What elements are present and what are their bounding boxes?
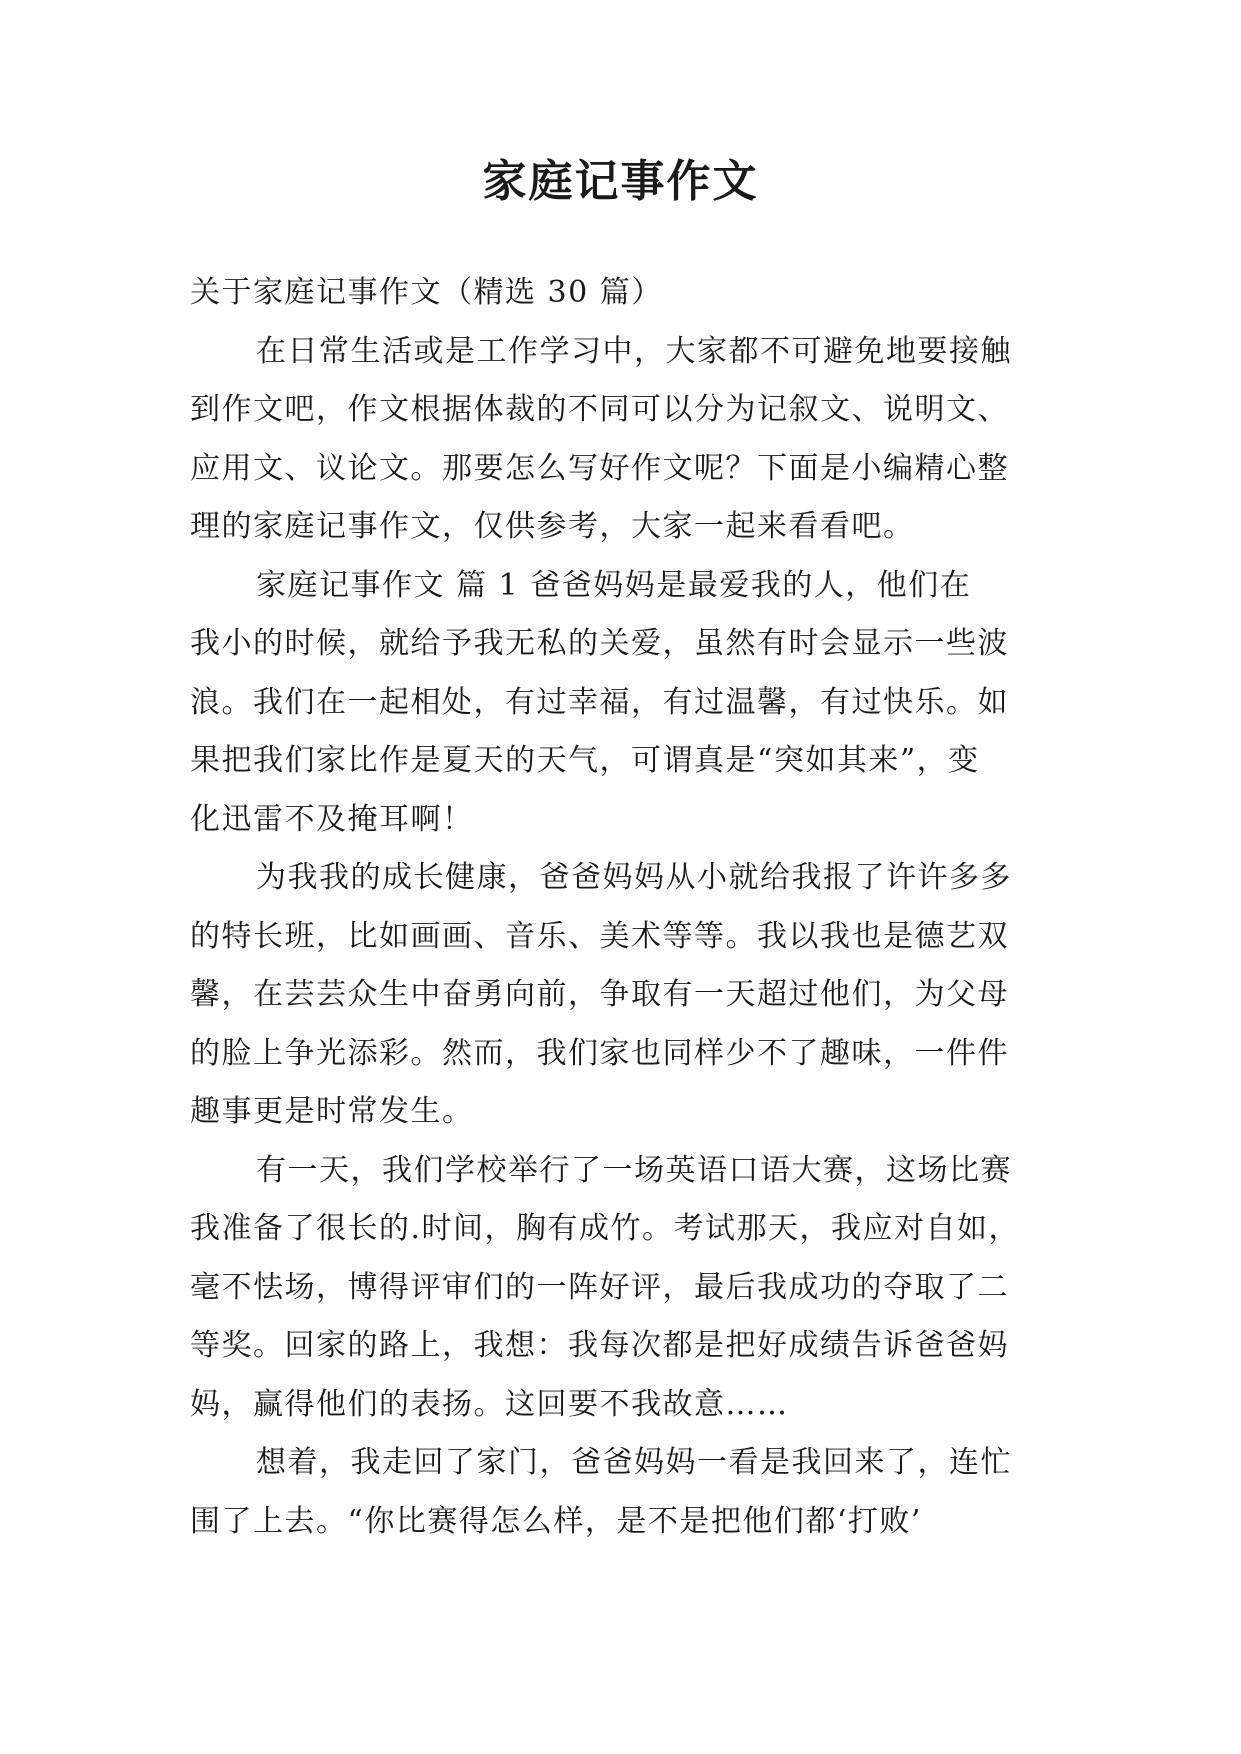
text-line: 妈，赢得他们的表扬。这回要不我故意…… xyxy=(190,1386,789,1422)
text-line: 趣事更是时常发生。 xyxy=(190,1094,474,1129)
text-line: 围了上去。“你比赛得怎么样，是不是把他们都‘打败’ xyxy=(190,1503,922,1539)
document-title: 家庭记事作文 xyxy=(482,156,759,207)
text-line: 到作文吧，作文根据体裁的不同可以分为记叙文、说明文、 xyxy=(190,392,1009,427)
text-line: 馨，在芸芸众生中奋勇向前，争取有一天超过他们，为父母 xyxy=(190,977,1009,1012)
text-line: 家庭记事作文 篇 1 爸爸妈妈是最爱我的人，他们在 xyxy=(256,567,972,603)
document-body xyxy=(190,264,1050,1551)
text-line: 理的家庭记事作文，仅供参考，大家一起来看看吧。 xyxy=(190,509,915,544)
text-line: 的特长班，比如画画、音乐、美术等等。我以我也是德艺双 xyxy=(190,918,1009,954)
text-line: 我准备了很长的.时间，胸有成竹。考试那天，我应对自如， xyxy=(190,1211,1021,1246)
text-line: 关于家庭记事作文（精选 30 篇） xyxy=(190,275,663,310)
text-line: 有一天，我们学校举行了一场英语口语大赛，这场比赛 xyxy=(256,1152,1012,1188)
text-line: 在日常生活或是工作学习中，大家都不可避免地要接触 xyxy=(256,333,1012,369)
text-line: 毫不怯场，博得评审们的一阵好评，最后我成功的夺取了二 xyxy=(190,1269,1009,1305)
text-line: 等奖。回家的路上，我想：我每次都是把好成绩告诉爸爸妈 xyxy=(190,1328,1009,1363)
text-line: 的脸上争光添彩。然而，我们家也同样少不了趣味，一件件 xyxy=(190,1035,1009,1071)
text-line: 浪。我们在一起相处，有过幸福，有过温馨，有过快乐。如 xyxy=(190,684,1009,720)
text-line: 为我我的成长健康，爸爸妈妈从小就给我报了许许多多 xyxy=(256,860,1012,895)
text-line: 果把我们家比作是夏天的天气，可谓真是“突如其来”，变 xyxy=(190,743,980,778)
text-line: 化迅雷不及掩耳啊！ xyxy=(190,801,474,837)
text-line: 想着，我走回了家门，爸爸妈妈一看是我回来了，连忙 xyxy=(256,1445,1012,1480)
text-line: 应用文、议论文。那要怎么写好作文呢？下面是小编精心整 xyxy=(190,450,1009,486)
text-line: 我小的时候，就给予我无私的关爱，虽然有时会显示一些波 xyxy=(190,626,1009,661)
